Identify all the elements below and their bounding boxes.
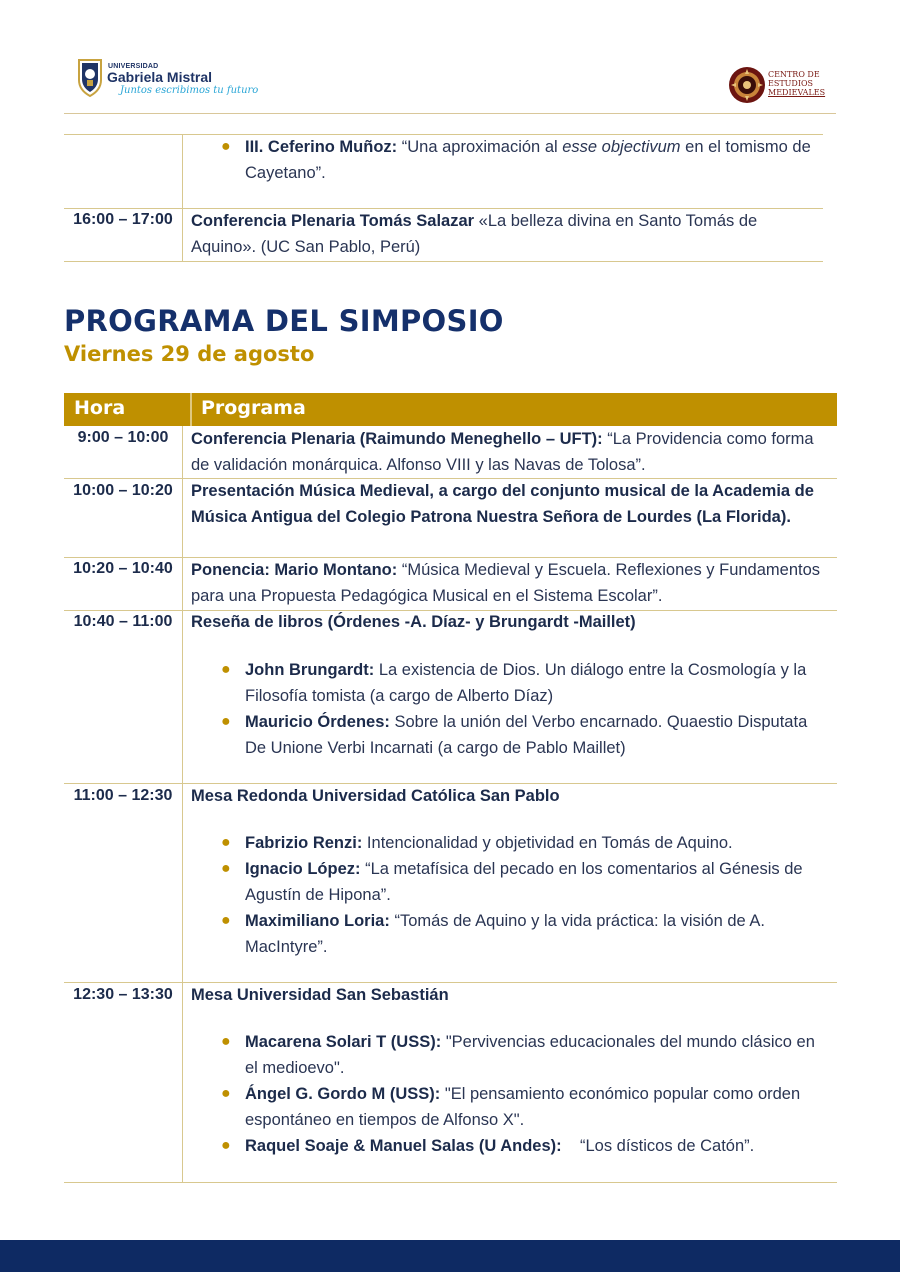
centro-line2: ESTUDIOS [768,79,814,88]
top-table-rule [64,261,823,262]
logo-tagline: Juntos escribimos tu futuro [120,85,259,96]
bullet-icon: ● [221,1085,231,1102]
logo-name: Gabriela Mistral [107,69,213,85]
event-title: Presentación Música Medieval, a cargo del conjunto musical de la Academia de Música Antigua del Colegio Patrona Nuestra Señora de Lourdes (La Florida). [191,482,814,526]
logo-small-text: UNIVERSIDAD [108,63,159,70]
centro-line3: MEDIEVALES [768,88,826,97]
bullet-icon: ● [221,138,231,155]
table-row-rule [64,1182,837,1183]
speaker-name: Maximiliano Loria: [245,912,390,930]
time-cell: 9:00 – 10:00 [77,429,169,446]
page-subtitle-date: Viernes 29 de agosto [64,342,315,366]
speaker-name: Ignacio López: [245,860,361,878]
header-divider [64,113,836,114]
talk-text: “Una aproximación al [397,138,563,156]
column-divider [182,426,183,1182]
university-logo [76,56,259,102]
speaker-name: Fabrizio Renzi: [245,834,363,852]
bullet-icon: ● [221,713,231,730]
bullet-icon: ● [221,860,231,877]
bullet-icon: ● [221,1137,231,1154]
centro-estudios-logo [728,66,826,106]
bullet-list [221,830,830,960]
time-cell: 10:20 – 10:40 [73,560,173,577]
medieval-seal-icon [728,66,766,104]
program-cell [191,783,831,809]
column-header-hora: Hora [74,397,126,419]
talk-text: Intencionalidad y objetividad en Tomás de Aquino. [362,834,733,852]
event-title: Mesa Redonda Universidad Católica San Pablo [191,787,560,805]
list-item [221,1133,830,1159]
event-title: Conferencia Plenaria Tomás Salazar [191,212,475,230]
bullet-icon: ● [221,661,231,678]
talk-text: La existencia de Dios. Un diálogo entre la Cosmología y la Filosofía tomista (a cargo de Alberto Díaz) [245,661,807,705]
program-cell [191,982,831,1008]
speaker-name: Raquel Soaje & Manuel Salas (U Andes): [245,1137,562,1155]
event-title: Conferencia Plenaria (Raimundo Meneghello – UFT): [191,430,603,448]
time-cell: 16:00 – 17:00 [73,211,173,228]
speaker-name: III. Ceferino Muñoz: [245,138,398,156]
program-cell [191,208,816,260]
speaker-name: Ángel G. Gordo M (USS): [245,1085,441,1103]
table-header [64,393,837,426]
speaker-name: John Brungardt: [245,661,375,679]
top-table-bullet [221,134,825,186]
page-title: PROGRAMA DEL SIMPOSIO [64,304,504,338]
list-item [221,908,830,960]
bullet-list [221,1029,830,1159]
program-cell [191,609,831,635]
time-cell: 10:40 – 11:00 [73,613,173,630]
event-title: Ponencia: Mario Montano: [191,561,398,579]
event-text: “La Providencia como forma de validación monárquica. Alfonso VIII y las Navas de Tolosa”. [191,430,814,474]
event-text: “Música Medieval y Escuela. Reflexiones y Fundamentos para una Propuesta Pedagógica Musical en el Sistema Escolar”. [191,561,821,605]
header-separator [190,393,192,426]
list-item [221,1029,830,1081]
speaker-name: Macarena Solari T (USS): [245,1033,442,1051]
talk-text: "El pensamiento económico popular como orden espontáneo en tiempos de Alfonso X". [245,1085,801,1129]
list-item [221,830,830,856]
talk-text-end: en el tomismo de Cayetano”. [245,138,811,182]
talk-italic: esse objectivum [562,138,681,156]
talk-text: “Tomás de Aquino y la vida práctica: la visión de A. MacIntyre”. [245,912,765,956]
speaker-name: Mauricio Órdenes: [245,713,390,731]
time-cell: 11:00 – 12:30 [73,787,173,804]
university-crest-icon [76,56,104,98]
time-cell: 12:30 – 13:30 [73,986,173,1003]
program-cell [191,557,831,609]
bullet-icon: ● [221,1033,231,1050]
list-item [221,709,830,761]
talk-text: Sobre la unión del Verbo encarnado. Quaestio Disputata De Unione Verbi Incarnati (a cargo de Pablo Maillet) [245,713,808,757]
centro-line1: CENTRO DE [768,70,820,79]
top-table-divider [182,134,183,262]
bullet-icon: ● [221,912,231,929]
talk-text: “La metafísica del pecado en los comentarios al Génesis de Agustín de Hipona”. [245,860,803,904]
event-text: «La belleza divina en Santo Tomás de Aquino». (UC San Pablo, Perú) [191,212,758,256]
bullet-icon: ● [221,834,231,851]
program-cell [191,478,829,530]
time-cell: 10:00 – 10:20 [73,482,173,499]
centro-text [768,70,825,97]
list-item [221,657,830,709]
bullet-list [221,657,830,761]
list-item [221,1081,830,1133]
column-header-programa: Programa [201,397,306,419]
event-title: Mesa Universidad San Sebastián [191,986,449,1004]
program-cell [191,426,831,478]
list-item [221,856,830,908]
talk-text: “Los dísticos de Catón”. [561,1137,755,1155]
talk-text: "Pervivencias educacionales del mundo clásico en el medioevo". [245,1033,815,1077]
event-title: Reseña de libros (Órdenes -A. Díaz- y Brungardt -Maillet) [191,613,636,631]
footer-bar [0,1240,900,1272]
